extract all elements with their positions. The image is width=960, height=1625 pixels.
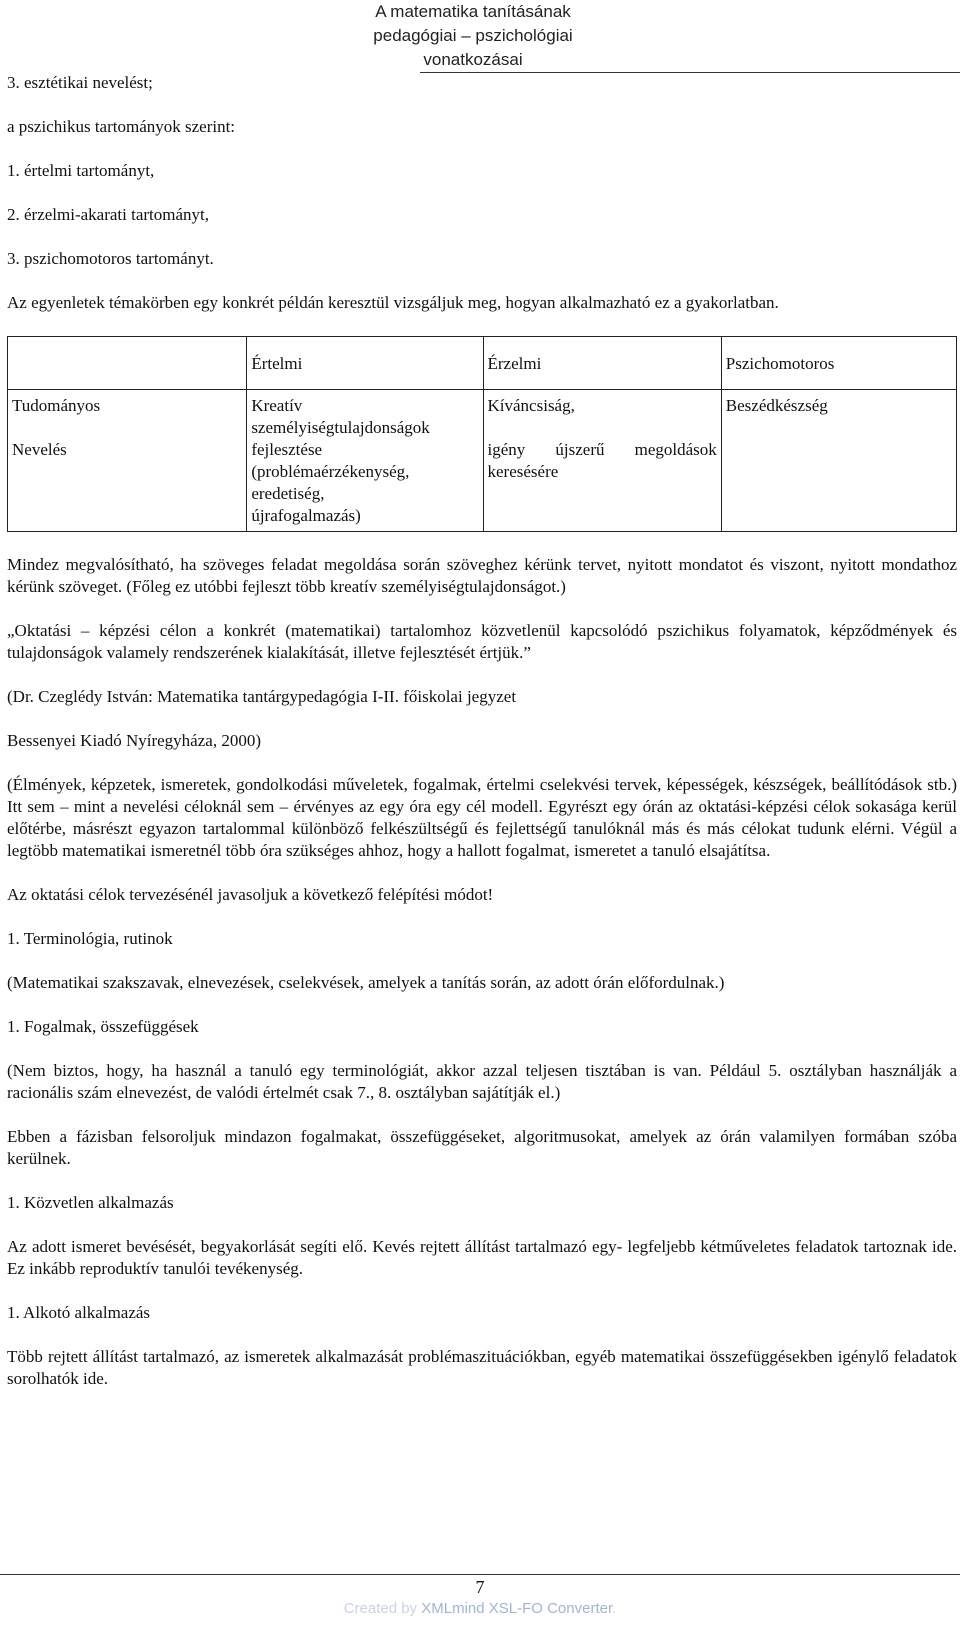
- page-content: [7, 72, 957, 1390]
- paragraph: (Matematikai szakszavak, elnevezések, cselekvések, amelyek a tanítás során, az adott órán előfordulnak.): [7, 973, 725, 992]
- header-line: pedagógiai – pszichológiai: [373, 26, 573, 45]
- quote: „Oktatási – képzési célon a konkrét (matematikai) tartalomhoz közvetlenül kapcsolódó pszichikus folyamatok, képződmények és tulajdonságok valamely rendszerének kialakítását, illetve fejlesztését értjük.”: [7, 621, 957, 662]
- list-item: 2. érzelmi-akarati tartományt,: [7, 205, 210, 224]
- paragraph: Az adott ismeret bevésését, begyakorlását segíti elő. Kevés rejtett állítást tartalmazó egy- legfeljebb kétműveletes feladatok tartoznak ide. Ez inkább reproduktív tanulói tevékenység.: [7, 1237, 957, 1278]
- table-header-row: [8, 337, 957, 390]
- table-row: [8, 390, 957, 532]
- watermark-prefix: Created by: [343, 1600, 422, 1617]
- watermark-product: XMLmind XSL-FO Converter: [421, 1600, 613, 1617]
- table-header-cell: Értelmi: [247, 337, 483, 390]
- table-header-cell: Érzelmi: [483, 337, 721, 390]
- page-number: 7: [475, 1577, 485, 1597]
- list-heading: 1. Közvetlen alkalmazás: [7, 1193, 174, 1212]
- converter-watermark: [0, 1600, 960, 1617]
- paragraph: (Nem biztos, hogy, ha használ a tanuló egy terminológiát, akkor azzal teljesen tisztában is van. Például 5. osztályban használják a racionális szám elnevezést, de valódi értelmét csak 7., 8. osztályban sajátítják el.): [7, 1061, 957, 1102]
- running-header: [345, 0, 601, 72]
- table-cell-pszichomotoros: Beszédkészség: [721, 390, 956, 532]
- citation: Bessenyei Kiadó Nyíregyháza, 2000): [7, 731, 261, 750]
- cell-line: személyiségtulajdonságok: [251, 418, 430, 437]
- objectives-table: [7, 336, 957, 532]
- table-header-cell: [8, 337, 247, 390]
- list-heading: 1. Alkotó alkalmazás: [7, 1303, 151, 1322]
- table-header-cell: Pszichomotoros: [721, 337, 956, 390]
- paragraph: Több rejtett állítást tartalmazó, az ismeretek alkalmazását problémaszituációkban, egyéb matematikai összefüggésekben igénylő feladatok sorolhatók ide.: [7, 1347, 957, 1388]
- list-heading: 1. Terminológia, rutinok: [7, 929, 173, 948]
- row-label: Tudományos: [12, 396, 101, 415]
- list-item: 1. értelmi tartományt,: [7, 161, 155, 180]
- list-heading: 1. Fogalmak, összefüggések: [7, 1017, 199, 1036]
- row-label: Nevelés: [12, 440, 67, 459]
- citation: (Dr. Czeglédy István: Matematika tantárgypedagógia I-II. főiskolai jegyzet: [7, 687, 517, 706]
- table-cell-erzelmi: [483, 390, 721, 532]
- paragraph: Ebben a fázisban felsoroljuk mindazon fogalmakat, összefüggéseket, algoritmusokat, amelyek az órán valamilyen formában szóba kerülnek.: [7, 1127, 957, 1168]
- paragraph: a pszichikus tartományok szerint:: [7, 117, 236, 136]
- paragraph: Az egyenletek témakörben egy konkrét példán keresztül vizsgáljuk meg, hogyan alkalmazható ez a gyakorlatban.: [7, 293, 779, 312]
- watermark-suffix: .: [612, 1600, 617, 1617]
- header-line: A matematika tanításának: [375, 2, 571, 21]
- row-label-cell: [8, 390, 247, 532]
- paragraph: Az oktatási célok tervezésénél javasoljuk a következő felépítési módot!: [7, 885, 494, 904]
- cell-line: igény újszerű megoldások keresésére: [487, 440, 717, 481]
- list-item: 3. esztétikai nevelést;: [7, 73, 153, 92]
- cell-line: (problémaérzékenység,: [251, 462, 410, 481]
- cell-line: Kreatív: [251, 396, 303, 415]
- cell-line: Kíváncsiság,: [487, 396, 575, 415]
- cell-line: eredetiség,: [251, 484, 325, 503]
- list-item: 3. pszichomotoros tartományt.: [7, 249, 214, 268]
- header-line: vonatkozásai: [423, 50, 523, 69]
- cell-line: fejlesztése: [251, 440, 323, 459]
- table-cell-ertelmi: [247, 390, 483, 532]
- footer-rule: [0, 1574, 960, 1575]
- paragraph: (Élmények, képzetek, ismeretek, gondolkodási műveletek, fogalmak, értelmi cselekvési tervek, képességek, készségek, beállítódások stb.) Itt sem – mint a nevelési céloknál sem – érvényes az egy óra egy cél modell. Egyrészt egy órán az oktatási-képzési célok sokasága kerül előtérbe, másrészt egyazon tartalommal különböző felkészültségű és fejlettségű tanulóknál más és más célokat tudunk elérni. Végül a legtöbb matematikai ismeretnél több óra szükséges ahhoz, hogy a hallott fogalmat, ismeretet a tanuló elsajátítsa.: [7, 775, 957, 860]
- cell-line: újrafogalmazás): [251, 506, 361, 525]
- paragraph: Mindez megvalósítható, ha szöveges feladat megoldása során szöveghez kérünk tervet, nyitott mondatot és viszont, nyitott mondathoz kérünk szöveget. (Főleg ez utóbbi fejleszt több kreatív személyiségtulajdonságot.): [7, 555, 957, 596]
